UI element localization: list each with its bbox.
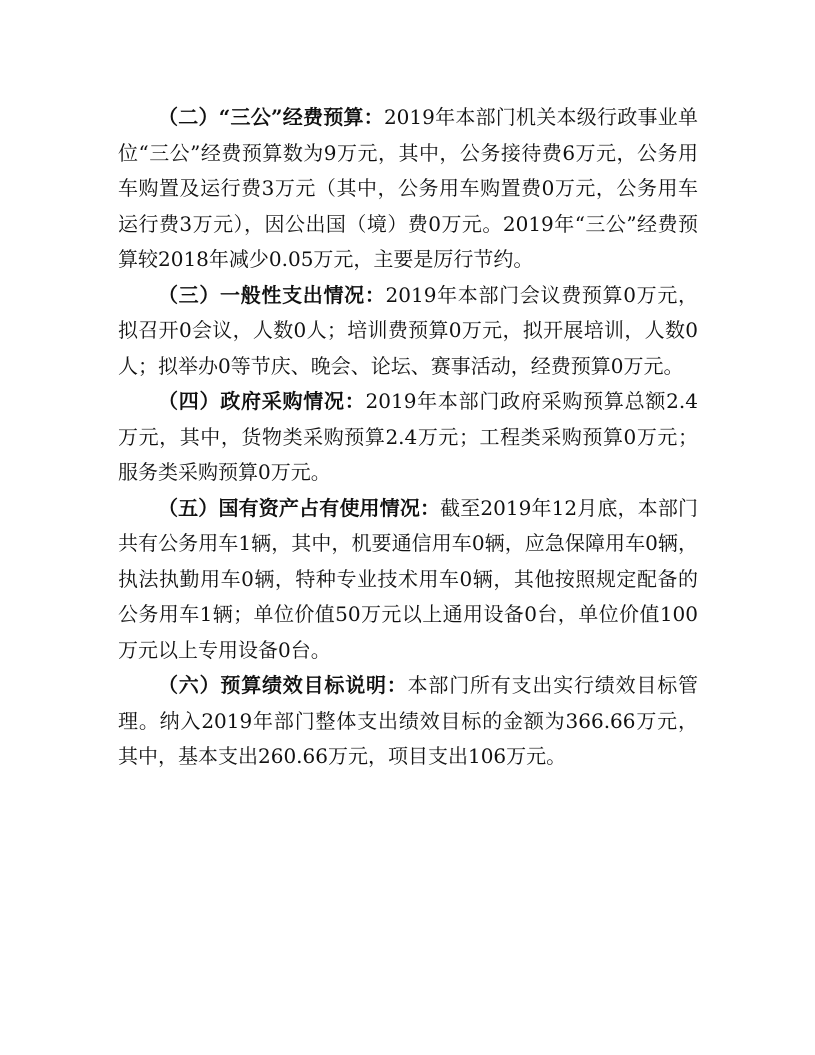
- section-sangong-budget: [118, 100, 698, 278]
- section-performance-targets: [118, 668, 698, 775]
- section-text: 2019年本部门政府采购预算总额2.4万元，其中，货物类采购预算2.4万元；工程类采购预算0万元；服务类采购预算0万元。: [118, 389, 698, 484]
- section-government-procurement: [118, 384, 698, 491]
- document-body: [118, 100, 698, 775]
- section-heading: （五）国有资产占有使用情况：: [158, 495, 441, 520]
- section-heading: （三）一般性支出情况：: [158, 282, 386, 307]
- section-text: 截至2019年12月底，本部门共有公务用车1辆，其中，机要通信用车0辆，应急保障用车0辆，执法执勤用车0辆，特种专业技术用车0辆，其他按照规定配备的公务用车1辆；单位价值50万元以上通用设备0台，单位价值100万元以上专用设备0台。: [118, 495, 698, 662]
- section-heading: （二）“三公”经费预算：: [158, 105, 384, 129]
- section-text: 本部门所有支出实行绩效目标管理。纳入2019年部门整体支出绩效目标的金额为366.66万元，其中，基本支出260.66万元，项目支出106万元。: [118, 673, 699, 768]
- section-text: 2019年本部门机关本级行政事业单位“三公”经费预算数为9万元，其中，公务接待费6万元，公务用车购置及运行费3万元（其中，公务用车购置费0万元，公务用车运行费3万元），因公出国（境）费0万元。2019年“三公”经费预算较2018年减少0.05万元，主要是厉行节约。: [118, 105, 698, 271]
- section-text: 2019年本部门会议费预算0万元，拟召开0会议，人数0人；培训费预算0万元，拟开展培训，人数0人；拟举办0等节庆、晚会、论坛、赛事活动，经费预算0万元。: [118, 282, 699, 378]
- section-general-expenditure: [118, 278, 698, 385]
- section-state-assets: [118, 491, 698, 669]
- section-heading: （六）预算绩效目标说明：: [158, 673, 408, 697]
- section-heading: （四）政府采购情况：: [158, 389, 366, 413]
